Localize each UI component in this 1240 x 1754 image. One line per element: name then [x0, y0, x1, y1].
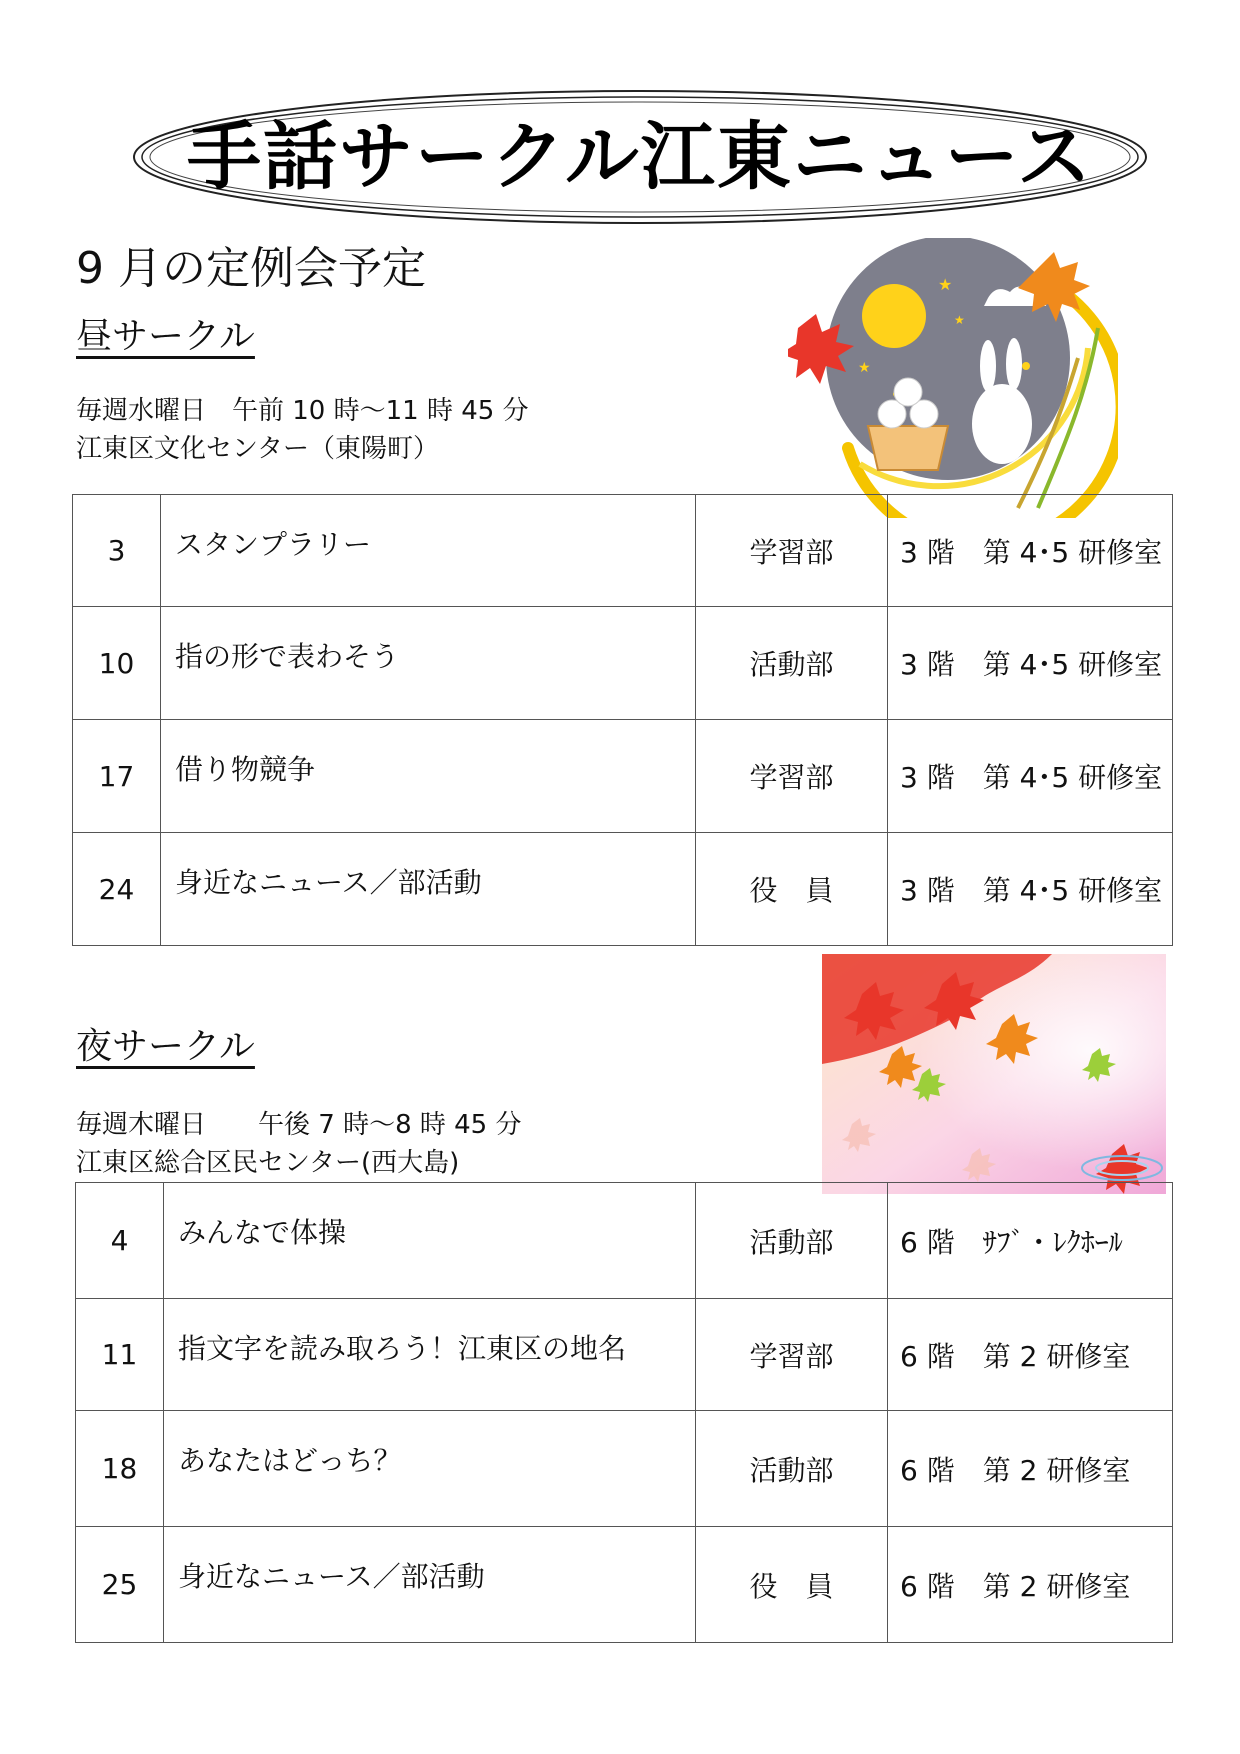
day-circle-time: 毎週水曜日 午前 10 時～11 時 45 分	[76, 396, 529, 426]
row-dept: 学習部	[696, 495, 888, 607]
row-room: 6 階 ｻﾌﾞ・ﾚｸﾎｰﾙ	[888, 1183, 1173, 1299]
row-room: 3 階 第 4･5 研修室	[888, 720, 1173, 833]
row-room: 6 階 第 2 研修室	[888, 1299, 1173, 1411]
schedule-heading: 9 月の定例会予定	[76, 243, 426, 294]
row-day: 3	[73, 495, 161, 607]
row-dept: 学習部	[696, 720, 888, 833]
row-event: 身近なニュース／部活動	[164, 1527, 696, 1643]
row-dept: 役 員	[696, 1527, 888, 1643]
day-schedule-table	[72, 494, 1173, 946]
row-day: 11	[76, 1299, 164, 1411]
table-row	[73, 720, 1173, 833]
row-event: 指文字を読み取ろう！江東区の地名	[164, 1299, 696, 1411]
table-row	[73, 495, 1173, 607]
table-row	[76, 1183, 1173, 1299]
day-circle-venue: 江東区文化センター（東陽町）	[76, 434, 439, 464]
row-day: 10	[73, 607, 161, 720]
row-event: スタンプラリー	[161, 495, 696, 607]
row-day: 24	[73, 833, 161, 946]
row-event: 身近なニュース／部活動	[161, 833, 696, 946]
table-row	[76, 1411, 1173, 1527]
row-day: 18	[76, 1411, 164, 1527]
table-row	[73, 607, 1173, 720]
row-dept: 活動部	[696, 1411, 888, 1527]
title-banner	[128, 82, 1152, 232]
row-dept: 活動部	[696, 1183, 888, 1299]
row-dept: 学習部	[696, 1299, 888, 1411]
night-schedule-table	[75, 1182, 1173, 1643]
autumn-leaves-illustration	[822, 954, 1166, 1198]
night-circle-time: 毎週木曜日 午後 7 時～8 時 45 分	[76, 1110, 522, 1140]
day-circle-title: 昼サークル	[76, 316, 255, 357]
row-room: 6 階 第 2 研修室	[888, 1411, 1173, 1527]
row-event: みんなで体操	[164, 1183, 696, 1299]
svg-text:★: ★	[954, 313, 965, 327]
row-day: 17	[73, 720, 161, 833]
svg-text:★: ★	[938, 275, 953, 294]
moon-viewing-illustration	[788, 238, 1118, 522]
row-dept: 活動部	[696, 607, 888, 720]
row-event: あなたはどっち？	[164, 1411, 696, 1527]
maple-leaves-icon	[822, 954, 1166, 1194]
moon-viewing-icon	[788, 238, 1118, 518]
row-room: 3 階 第 4･5 研修室	[888, 607, 1173, 720]
row-day: 25	[76, 1527, 164, 1643]
row-dept: 役 員	[696, 833, 888, 946]
night-circle-venue: 江東区総合区民センター(西大島)	[76, 1148, 460, 1178]
table-row	[76, 1299, 1173, 1411]
row-day: 4	[76, 1183, 164, 1299]
night-circle-title: 夜サークル	[76, 1026, 255, 1067]
table-row	[76, 1527, 1173, 1643]
svg-text:★: ★	[858, 360, 871, 376]
row-room: 6 階 第 2 研修室	[888, 1527, 1173, 1643]
newsletter-title: 手話サークル江東ニュース	[186, 114, 1094, 200]
row-room: 3 階 第 4･5 研修室	[888, 833, 1173, 946]
table-row	[73, 833, 1173, 946]
row-event: 指の形で表わそう	[161, 607, 696, 720]
row-room: 3 階 第 4･5 研修室	[888, 495, 1173, 607]
row-event: 借り物競争	[161, 720, 696, 833]
